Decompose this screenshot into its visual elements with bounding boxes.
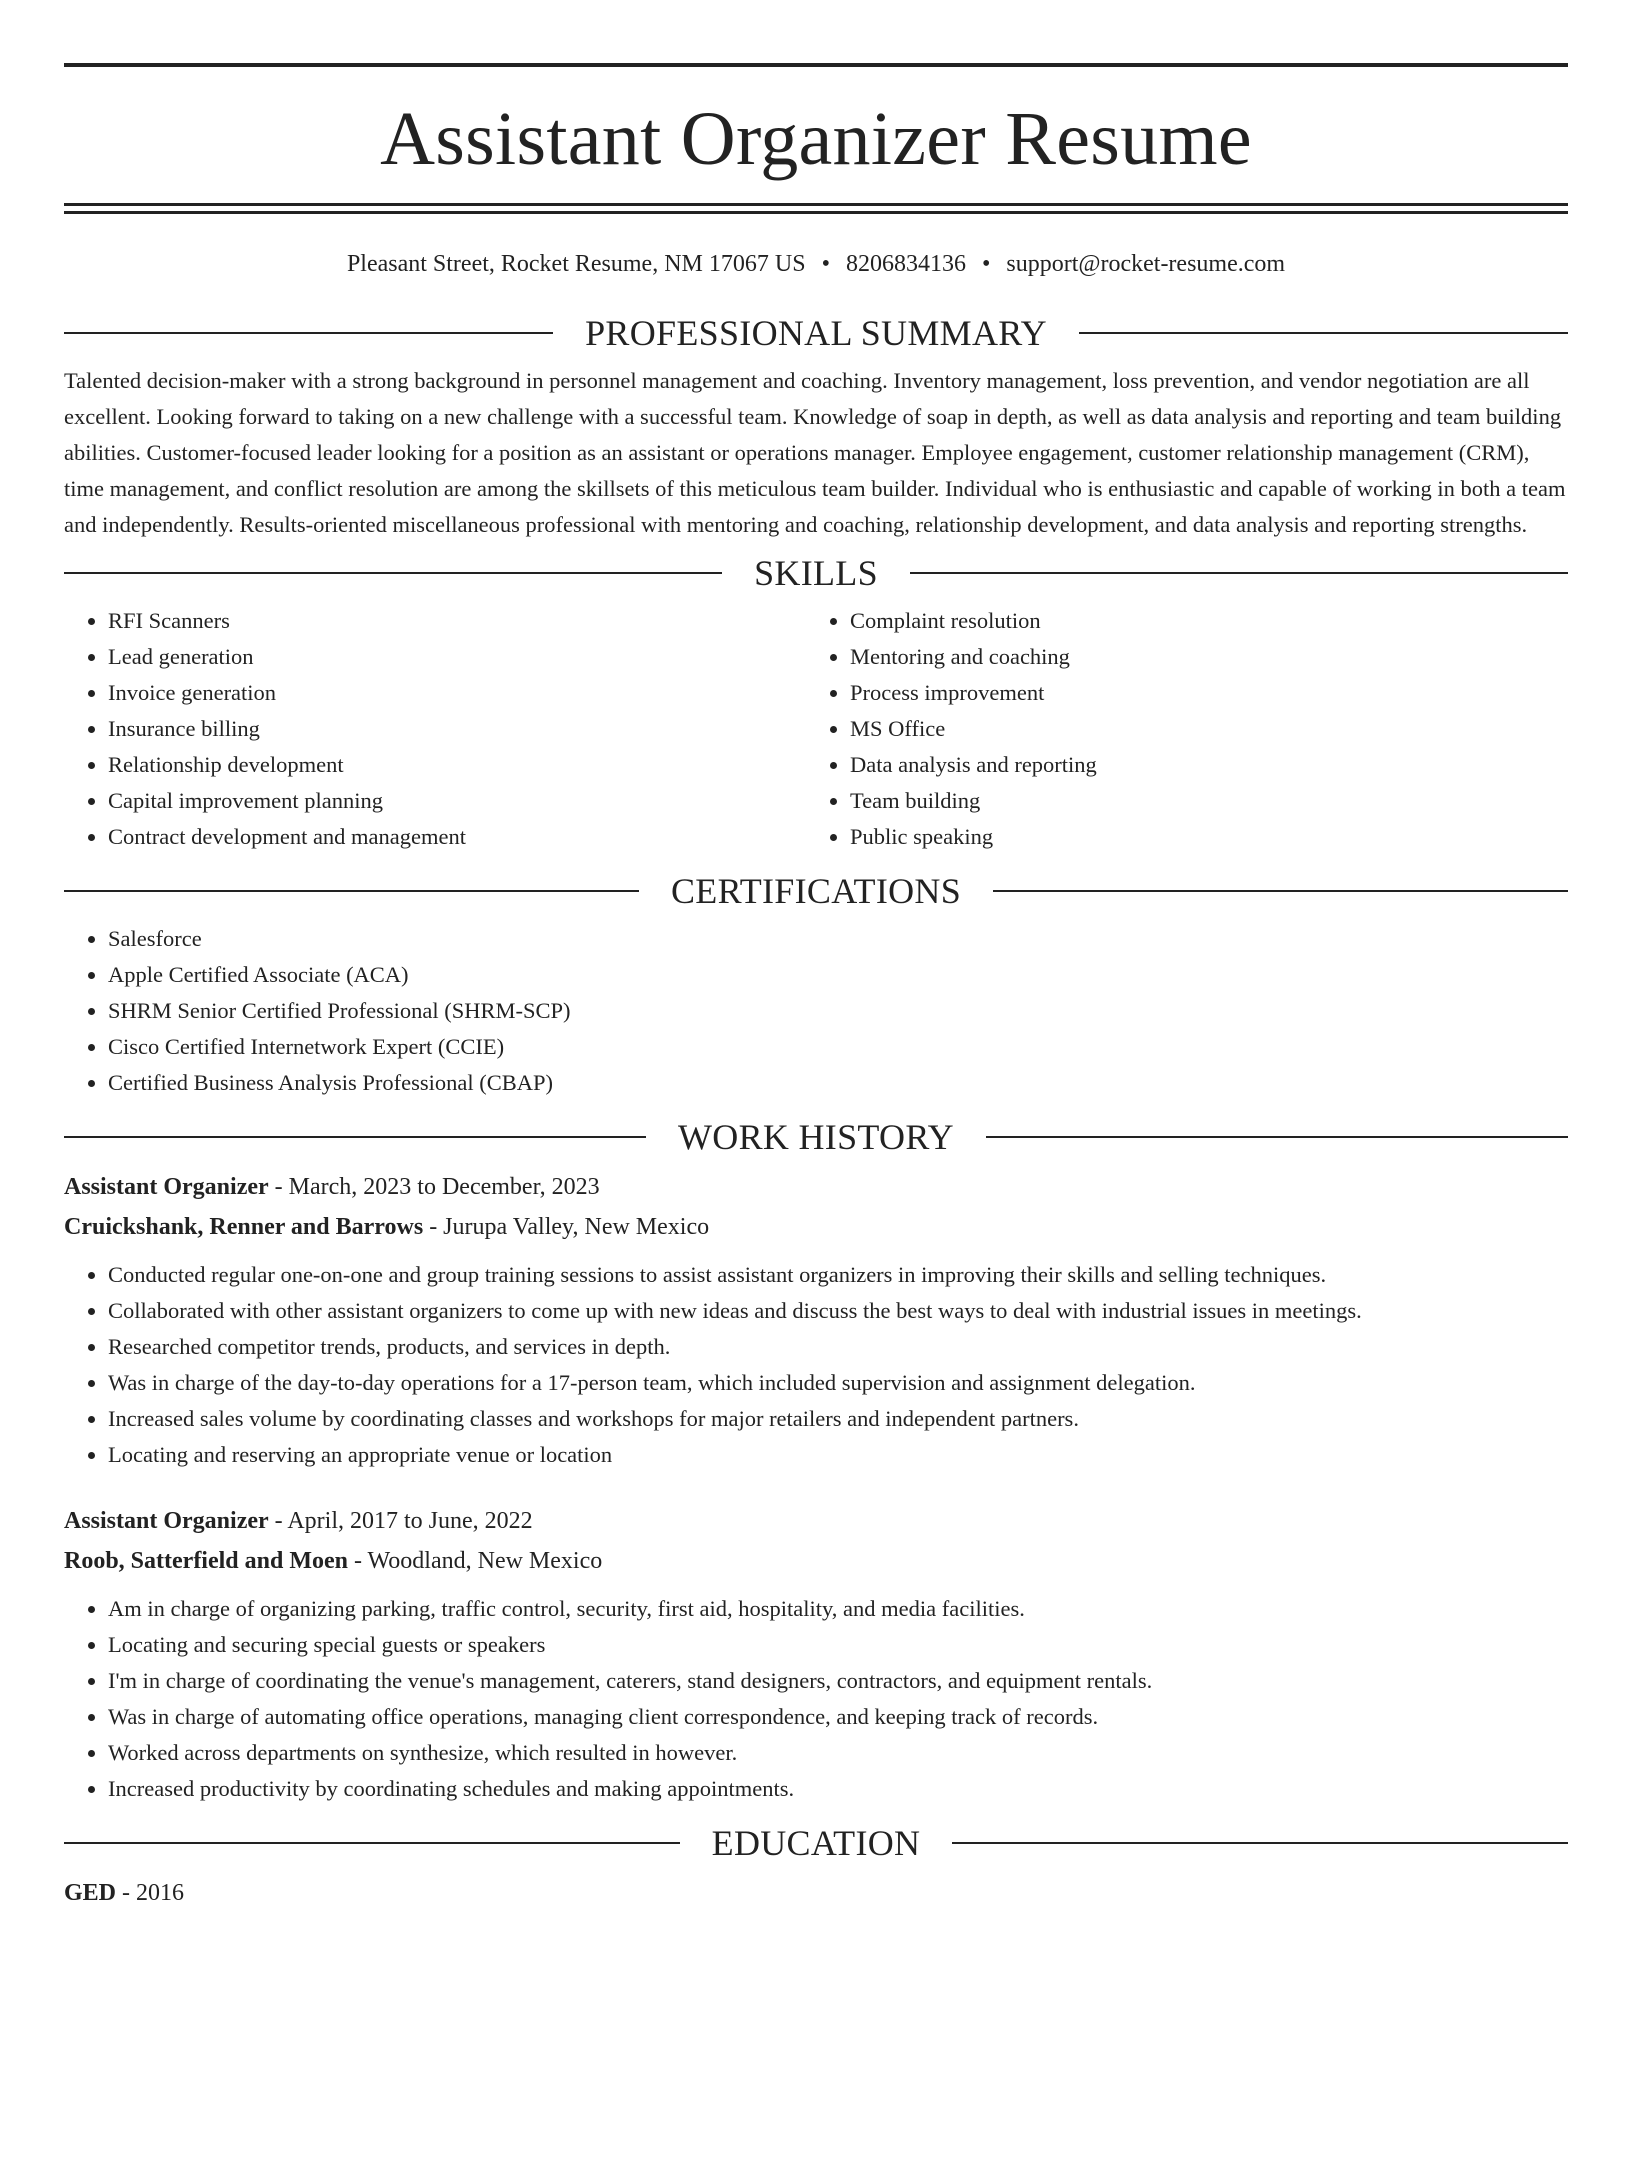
skill-item: • Team building: [850, 783, 1548, 819]
heading-rule-left: [64, 332, 553, 334]
skill-item: • Capital improvement planning: [108, 783, 806, 819]
skill-item: • Relationship development: [108, 747, 806, 783]
job-company-line: [64, 1207, 1568, 1247]
job-bullet: • Conducted regular one-on-one and group training sessions to assist assistant organizers in improving their skills and selling techniques.: [108, 1257, 1568, 1293]
skills-heading: [64, 552, 1568, 593]
certifications-list: [64, 921, 1568, 1101]
job-bullet: • Researched competitor trends, products, and services in depth.: [108, 1329, 1568, 1365]
job-bullet: • Was in charge of the day-to-day operations for a 17-person team, which included supervision and assignment delegation.: [108, 1365, 1568, 1401]
certification-item: • Certified Business Analysis Professional (CBAP): [108, 1065, 1568, 1101]
top-divider: [64, 63, 1568, 67]
job-title: Assistant Organizer: [64, 1507, 269, 1534]
heading-rule-left: [64, 1842, 680, 1844]
job-bullet: • Am in charge of organizing parking, traffic control, security, first aid, hospitality, and media facilities.: [108, 1591, 1568, 1627]
job-bullet: • Collaborated with other assistant organizers to come up with new ideas and discuss the best ways to deal with industrial issues in meetings.: [108, 1293, 1568, 1329]
certification-item: • Salesforce: [108, 921, 1568, 957]
job-title-line: [64, 1501, 1568, 1541]
title-double-divider: [64, 203, 1568, 214]
skills-columns: [64, 603, 1568, 855]
contact-separator: •: [981, 251, 991, 277]
certification-item: • Apple Certified Associate (ACA): [108, 957, 1568, 993]
job-dates: - April, 2017 to June, 2022: [268, 1507, 533, 1534]
job-location: - Jurupa Valley, New Mexico: [423, 1213, 710, 1240]
skill-item: • Contract development and management: [108, 819, 806, 855]
contact-phone: 8206834136: [845, 251, 966, 277]
job-bullet: • Locating and reserving an appropriate venue or location: [108, 1437, 1568, 1473]
skills-list-right: [806, 603, 1548, 855]
heading-rule-left: [64, 1136, 646, 1138]
education-degree: GED: [64, 1879, 117, 1906]
skill-item: • RFI Scanners: [108, 603, 806, 639]
heading-rule-right: [986, 1136, 1568, 1138]
contact-address: Pleasant Street, Rocket Resume, NM 17067 US: [346, 251, 806, 277]
skills-column-right: [806, 603, 1548, 855]
skill-item: • Mentoring and coaching: [850, 639, 1548, 675]
job-entry: [64, 1501, 1568, 1807]
summary-heading-label: PROFESSIONAL SUMMARY: [585, 312, 1047, 353]
heading-rule-left: [64, 572, 722, 574]
job-location: - Woodland, New Mexico: [348, 1547, 603, 1574]
summary-heading: [64, 312, 1568, 353]
contact-email: support@rocket-resume.com: [1006, 251, 1286, 277]
certifications-heading-label: CERTIFICATIONS: [670, 870, 962, 911]
skills-column-left: [64, 603, 806, 855]
resume-title: Assistant Organizer Resume: [380, 97, 1252, 181]
skills-list-left: [64, 603, 806, 855]
skill-item: • Insurance billing: [108, 711, 806, 747]
certifications-heading: [64, 870, 1568, 911]
skills-heading-label: SKILLS: [754, 552, 878, 593]
education-year: - 2016: [116, 1879, 185, 1906]
job-company-line: [64, 1541, 1568, 1581]
job-bullet: • Increased sales volume by coordinating classes and workshops for major retailers and independent partners.: [108, 1401, 1568, 1437]
job-title-line: [64, 1167, 1568, 1207]
contact-line: [64, 250, 1568, 279]
job-dates: - March, 2023 to December, 2023: [268, 1173, 600, 1200]
education-entry: [64, 1873, 1568, 1913]
work-history-heading: [64, 1116, 1568, 1157]
skill-item: • Invoice generation: [108, 675, 806, 711]
heading-rule-right: [910, 572, 1568, 574]
education-heading: [64, 1822, 1568, 1863]
summary-text: Talented decision-maker with a strong background in personnel management and coaching. Inventory management, loss prevention, and vendor negotiation are all excellent. Looking forward to taking on a new challenge with a successful team. Knowledge of soap in depth, as well as data analysis and reporting and team building abilities. Customer-focused leader looking for a position as an assistant or operations manager. Employee engagement, customer relationship management (CRM), time management, and conflict resolution are among the skillsets of this meticulous team builder. Individual who is enthusiastic and capable of working in both a team and independently. Results-oriented miscellaneous professional with mentoring and coaching, relationship development, and data analysis and reporting strengths.: [64, 367, 1566, 537]
certification-item: • Cisco Certified Internetwork Expert (CCIE): [108, 1029, 1568, 1065]
job-bullet: • Was in charge of automating office operations, managing client correspondence, and keeping track of records.: [108, 1699, 1568, 1735]
job-bullet: • I'm in charge of coordinating the venue's management, caterers, stand designers, contractors, and equipment rentals.: [108, 1663, 1568, 1699]
job-bullet: • Increased productivity by coordinating schedules and making appointments.: [108, 1771, 1568, 1807]
skill-item: • Process improvement: [850, 675, 1548, 711]
skill-item: • Public speaking: [850, 819, 1548, 855]
job-entry: [64, 1167, 1568, 1473]
job-company: Roob, Satterfield and Moen: [64, 1547, 348, 1574]
heading-rule-right: [993, 890, 1568, 892]
job-company: Cruickshank, Renner and Barrows: [64, 1213, 424, 1240]
job-bullet: • Worked across departments on synthesize, which resulted in however.: [108, 1735, 1568, 1771]
skill-item: • Lead generation: [108, 639, 806, 675]
job-bullet: • Locating and securing special guests or speakers: [108, 1627, 1568, 1663]
resume-page: [0, 63, 1632, 2175]
heading-rule-left: [64, 890, 639, 892]
skill-item: • MS Office: [850, 711, 1548, 747]
heading-rule-right: [1079, 332, 1568, 334]
work-history-heading-label: WORK HISTORY: [678, 1116, 954, 1157]
certification-item: • SHRM Senior Certified Professional (SHRM-SCP): [108, 993, 1568, 1029]
heading-rule-right: [952, 1842, 1568, 1844]
job-bullets: [64, 1591, 1568, 1807]
skill-item: • Data analysis and reporting: [850, 747, 1548, 783]
contact-separator: •: [821, 251, 830, 277]
education-heading-label: EDUCATION: [711, 1822, 921, 1863]
skill-item: • Complaint resolution: [850, 603, 1548, 639]
job-title: Assistant Organizer: [64, 1173, 269, 1200]
job-bullets: [64, 1257, 1568, 1473]
